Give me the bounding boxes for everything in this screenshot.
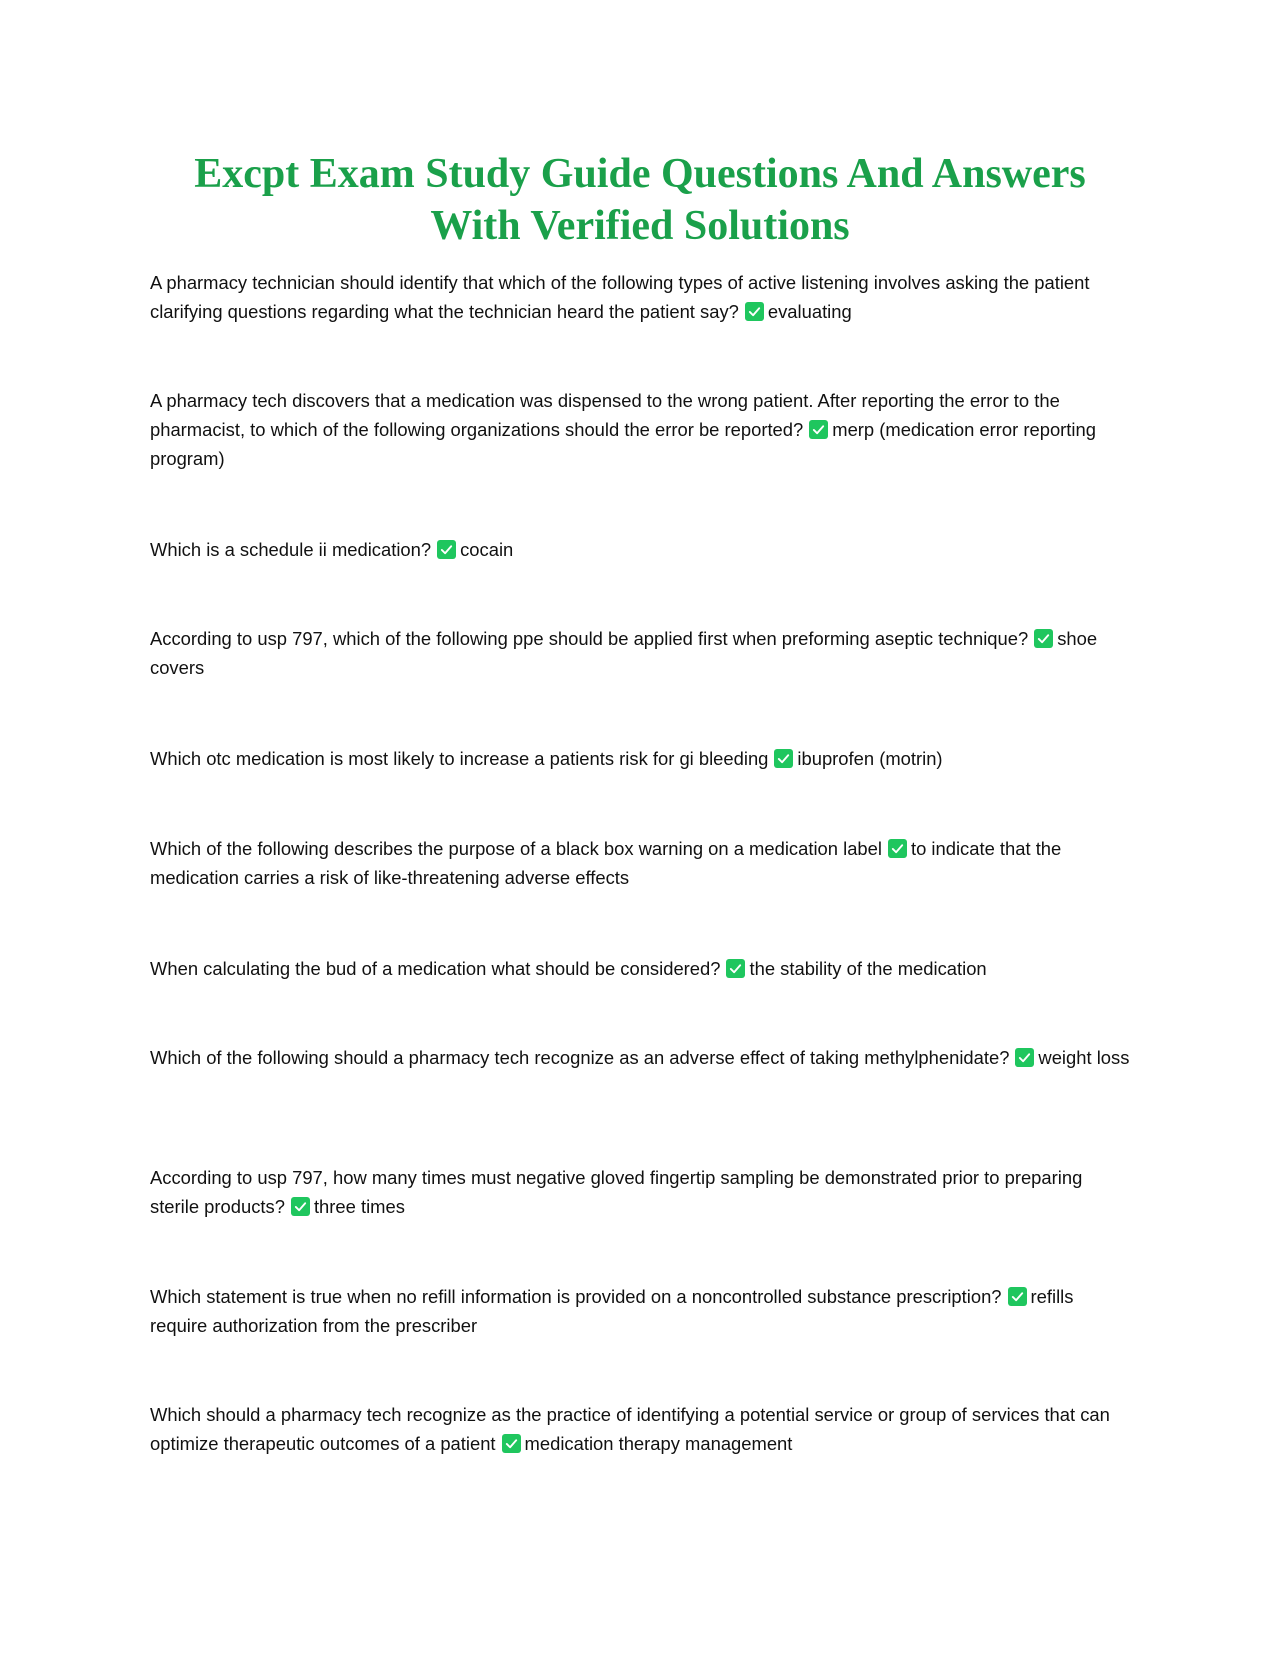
question-text: Which statement is true when no refill information is provided on a noncontrolled substance prescription? [150, 1286, 1002, 1307]
answer-text: merp (medication error reporting program) [150, 419, 1096, 469]
title-line-1: Excpt Exam Study Guide Questions And Answers [194, 151, 1086, 197]
document-title [140, 148, 1140, 252]
qa-item [150, 386, 1135, 473]
answer-text: three times [313, 1196, 405, 1217]
question-text: Which is a schedule ii medication? [150, 539, 432, 560]
answer-text: ibuprofen (motrin) [797, 748, 943, 769]
check-icon [745, 302, 764, 321]
question-text: According to usp 797, which of the following ppe should be applied first when preforming aseptic technique? [150, 628, 1029, 649]
qa-item [150, 268, 1135, 326]
answer-text: to indicate that the medication carries a risk of like-threatening adverse effects [150, 838, 1062, 888]
question-text: Which of the following describes the purpose of a black box warning on a medication label [150, 838, 882, 859]
check-icon [437, 540, 456, 559]
question-text: Which otc medication is most likely to increase a patients risk for gi bleeding [150, 748, 769, 769]
question-text: Which should a pharmacy tech recognize as the practice of identifying a potential service or group of services that can optimize therapeutic outcomes of a patient [150, 1404, 1110, 1454]
check-icon [774, 749, 793, 768]
check-icon [1034, 629, 1053, 648]
question-text: According to usp 797, how many times must negative gloved fingertip sampling be demonstrated prior to preparing sterile products? [150, 1167, 1083, 1217]
check-icon [1015, 1048, 1034, 1067]
qa-item [150, 535, 1135, 564]
answer-text: evaluating [767, 301, 852, 322]
answer-text: medication therapy management [524, 1433, 793, 1454]
qa-item [150, 624, 1135, 682]
check-icon [726, 959, 745, 978]
check-icon [809, 420, 828, 439]
check-icon [502, 1434, 521, 1453]
qa-item [150, 1163, 1135, 1221]
question-text: A pharmacy tech discovers that a medication was dispensed to the wrong patient. After reporting the error to the pharmacist, to which of the following organizations should the error be reported? [150, 390, 1060, 440]
qa-item [150, 834, 1135, 892]
question-text: When calculating the bud of a medication what should be considered? [150, 958, 721, 979]
qa-item [150, 954, 1135, 983]
answer-text: weight loss [1038, 1047, 1130, 1068]
answer-text: cocain [460, 539, 514, 560]
qa-item [150, 1400, 1135, 1458]
qa-item [150, 1282, 1135, 1340]
check-icon [291, 1197, 310, 1216]
check-icon [888, 839, 907, 858]
answer-text: the stability of the medication [749, 958, 987, 979]
qa-item [150, 744, 1135, 773]
answer-text: refills require authorization from the prescriber [150, 1286, 1074, 1336]
question-text: Which of the following should a pharmacy tech recognize as an adverse effect of taking methylphenidate? [150, 1047, 1010, 1068]
qa-item [150, 1043, 1135, 1072]
answer-text: shoe covers [150, 628, 1098, 678]
question-text: A pharmacy technician should identify that which of the following types of active listening involves asking the patient clarifying questions regarding what the technician heard the patient say? [150, 272, 1090, 322]
check-icon [1008, 1287, 1027, 1306]
title-line-2: With Verified Solutions [430, 203, 850, 249]
